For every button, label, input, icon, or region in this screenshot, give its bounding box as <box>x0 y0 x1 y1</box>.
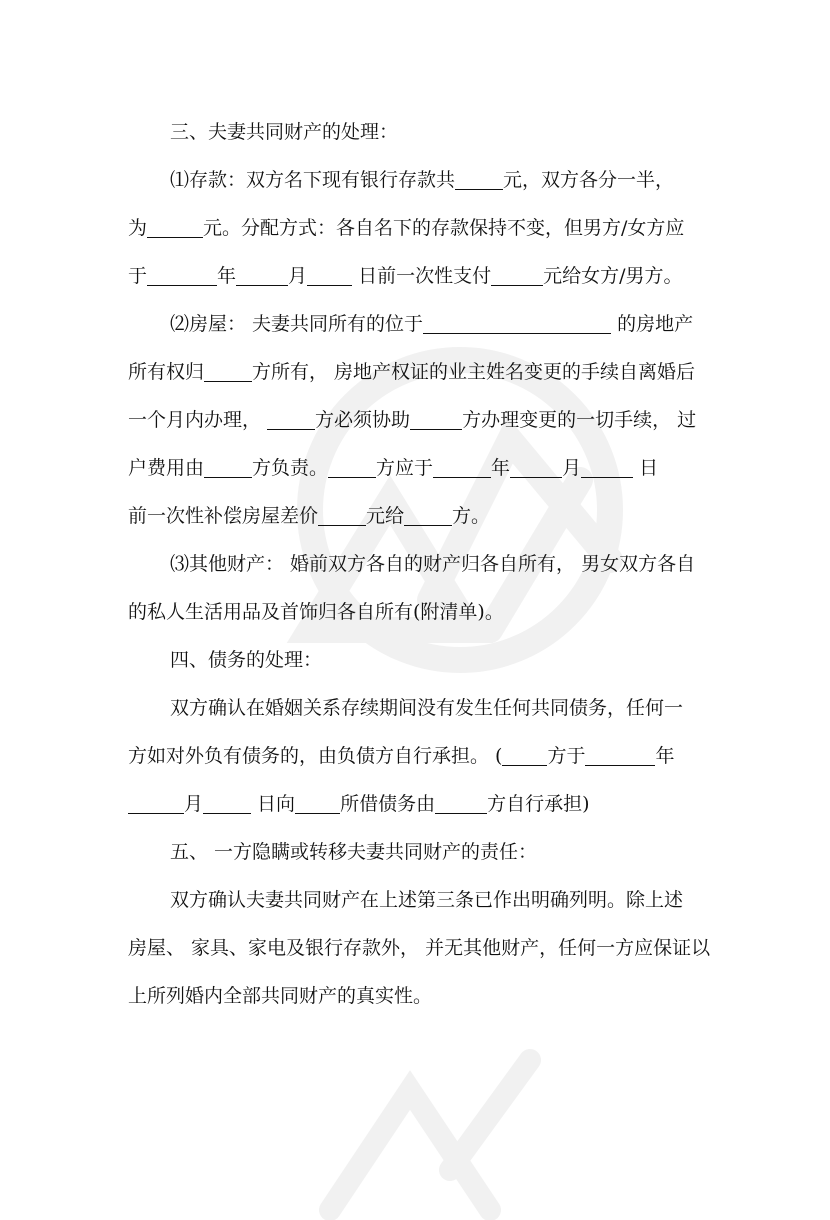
other-line-2: 的私人生活用品及首饰归各自所有(附清单)。 <box>128 601 504 623</box>
debt-line-3: 月 日向 所借债务由 方自行承担) <box>128 780 710 828</box>
house-payer-blank <box>328 457 376 478</box>
watermark-emblem-lower <box>300 1020 560 1220</box>
house-location-blank <box>423 313 611 334</box>
section3-heading: 三、夫妻共同财产的处理： <box>170 121 399 143</box>
house-month-blank <box>510 457 562 478</box>
section4-heading: 四、债务的处理： <box>170 649 323 671</box>
deposit-half-blank <box>147 217 203 238</box>
deposit-year-blank <box>147 265 217 286</box>
house-day-blank <box>581 457 633 478</box>
house-line-5: 前一次性补偿房屋差价 元给 方。 <box>128 505 491 527</box>
debt-day-blank <box>203 793 251 814</box>
debt-party-blank <box>502 745 547 766</box>
debt-creditor-blank <box>295 793 340 814</box>
deposit-line-1: ⑴存款：双方名下现有银行存款共 元，双方各分一半， <box>170 169 675 191</box>
conceal-line-3: 上所列婚内全部共同财产的真实性。 <box>128 985 433 1007</box>
deposit-line-3: 于 年 月 日前一次性支付 元给女方/男方。 <box>128 265 683 287</box>
conceal-line-1: 双方确认夫妻共同财产在上述第三条已作出明确列明。除上述 <box>170 889 684 911</box>
debt-bearer-blank <box>435 793 487 814</box>
deposit-total-blank <box>455 169 503 190</box>
debt-month-blank <box>128 793 184 814</box>
debt-line-1: 双方确认在婚姻关系存续期间没有发生任何共同债务，任何一 <box>170 697 684 719</box>
house-line-1: ⑵房屋： 夫妻共同所有的位于 的房地产 <box>170 313 694 335</box>
section5-heading: 五、 一方隐瞒或转移夫妻共同财产的责任： <box>170 841 538 863</box>
house-transfer-blank <box>410 409 462 430</box>
deposit-day-blank <box>307 265 352 286</box>
document-page <box>128 108 710 1020</box>
conceal-line-2: 房屋、 家具、家电及银行存款外， 并无其他财产，任何一方应保证以 <box>128 937 711 959</box>
house-owner-blank <box>204 361 252 382</box>
house-line-2: 所有权归 方所有， 房地产权证的业主姓名变更的手续自离婚后 <box>128 361 696 383</box>
house-fee-blank <box>204 457 252 478</box>
deposit-pay-blank <box>491 265 543 286</box>
house-year-blank <box>433 457 491 478</box>
house-assist-blank <box>267 409 315 430</box>
deposit-line-2: 为 元。分配方式：各自名下的存款保持不变，但男方/女方应 <box>128 217 685 239</box>
debt-line-2: 方如对外负有债务的，由负债方自行承担。 ( 方于 年 <box>128 745 675 767</box>
deposit-month-blank <box>236 265 288 286</box>
other-line-1: ⑶其他财产： 婚前双方各自的财产归各自所有， 男女双方各自 <box>170 553 696 575</box>
house-receiver-blank <box>404 505 452 526</box>
house-compensation-blank <box>318 505 366 526</box>
debt-year-blank <box>585 745 655 766</box>
house-line-3: 一个月内办理， 方必须协助 方办理变更的一切手续， 过 <box>128 409 697 431</box>
house-line-4: 户费用由 方负责。 方应于 年 月 日 <box>128 457 659 479</box>
